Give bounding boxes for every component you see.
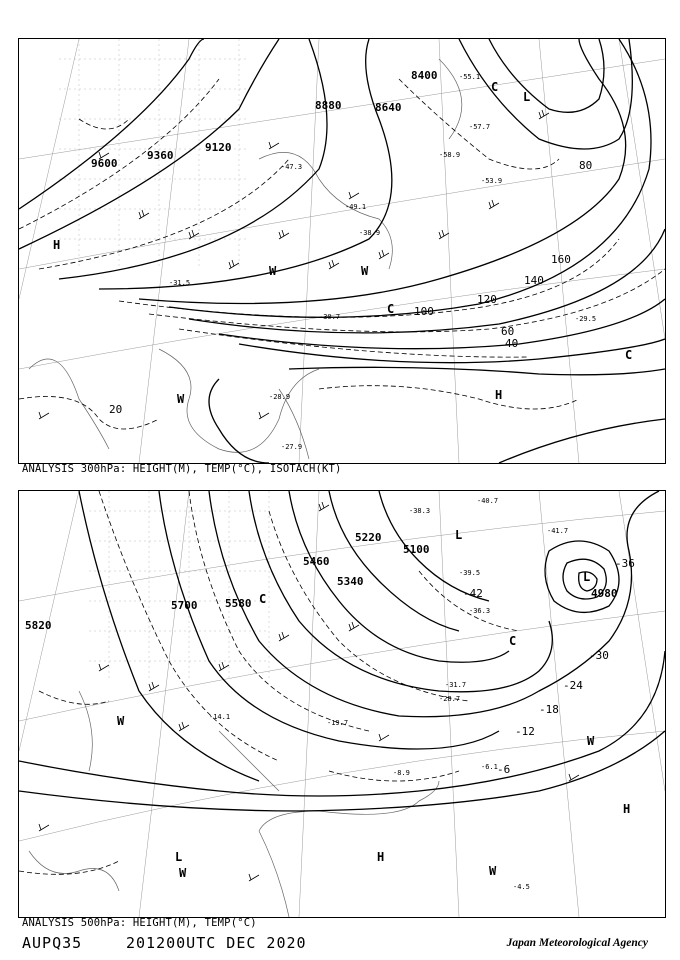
- height-label-8880: 8880: [315, 99, 342, 112]
- height-label-5820: 5820: [25, 619, 52, 632]
- valid-time: 201200UTC DEC 2020: [126, 934, 307, 952]
- caption-300hpa: ANALYSIS 300hPa: HEIGHT(M), TEMP(°C), ISOTACH(KT): [22, 463, 342, 475]
- height-label-5340: 5340: [337, 575, 364, 588]
- temp-observation: -58.9: [439, 151, 461, 159]
- isotach-label-160: 160: [551, 253, 571, 266]
- temp-observation: -14.1: [209, 713, 231, 721]
- height-label-5460: 5460: [303, 555, 330, 568]
- center-cold: C: [491, 80, 499, 94]
- center-warm: W: [117, 714, 125, 728]
- isotach-label-20: 20: [109, 403, 123, 416]
- height-label-5100: 5100: [403, 543, 430, 556]
- temp-observation: -28.7: [439, 695, 461, 703]
- center-cold: C: [509, 634, 517, 648]
- center-warm: W: [361, 264, 369, 278]
- chart-300hpa-map: [19, 39, 665, 463]
- isotach-label-140: 140: [524, 274, 544, 287]
- isotherm-label--6: -6: [497, 763, 511, 776]
- chart-300hpa-panel: [18, 38, 666, 464]
- center-cold: C: [387, 302, 395, 316]
- temp-observation: -27.9: [281, 443, 303, 451]
- isotherm-label--12: -12: [515, 725, 535, 738]
- temp-observation: -57.7: [469, 123, 491, 131]
- center-high: H: [495, 388, 503, 402]
- center-warm: W: [587, 734, 595, 748]
- height-label-8640: 8640: [375, 101, 402, 114]
- stipple-region: [89, 491, 269, 681]
- isotach-label-80: 80: [579, 159, 593, 172]
- product-id: AUPQ35: [22, 934, 83, 952]
- isotherm-label--18: -18: [539, 703, 559, 716]
- coastlines: [29, 691, 439, 917]
- center-high: H: [623, 802, 631, 816]
- center-warm: W: [489, 864, 497, 878]
- center-high: H: [377, 850, 385, 864]
- isotach-label-60: 60: [501, 325, 515, 338]
- temp-observation: -47.3: [281, 163, 303, 171]
- temp-observation: -38.3: [409, 507, 431, 515]
- center-high: H: [53, 238, 61, 252]
- center-warm: W: [179, 866, 187, 880]
- isotherm-label--36: -36: [615, 557, 635, 570]
- temp-observation: -31.5: [169, 279, 191, 287]
- temp-observation: -38.9: [359, 229, 381, 237]
- graticule: [19, 491, 665, 917]
- temp-observation: -8.9: [393, 769, 410, 777]
- center-low: L: [455, 528, 463, 542]
- center-low: L: [175, 850, 183, 864]
- isotach-label-40: 40: [505, 337, 519, 350]
- center-cold: C: [259, 592, 267, 606]
- temp-observation: -6.1: [481, 763, 498, 771]
- isotherm-label--24: -24: [563, 679, 583, 692]
- temp-observation: -31.7: [445, 681, 467, 689]
- temp-observation: -49.1: [345, 203, 367, 211]
- chart-500hpa-map: [19, 491, 665, 917]
- center-cold: C: [625, 348, 633, 362]
- temp-observation: -39.5: [459, 569, 481, 577]
- chart-500hpa-panel: [18, 490, 666, 918]
- temp-observation: -55.1: [459, 73, 481, 81]
- temp-observation: -28.9: [269, 393, 291, 401]
- height-label-9360: 9360: [147, 149, 174, 162]
- height-label-5580: 5580: [225, 597, 252, 610]
- center-warm: W: [177, 392, 185, 406]
- center-low: L: [583, 570, 591, 584]
- isotherm-label--42: -42: [463, 587, 483, 600]
- center-low: L: [523, 90, 531, 104]
- height-label-9120: 9120: [205, 141, 232, 154]
- temp-observation: -19.7: [327, 719, 349, 727]
- caption-500hpa: ANALYSIS 500hPa: HEIGHT(M), TEMP(°C): [22, 917, 257, 929]
- temp-observation: -36.3: [469, 607, 491, 615]
- height-label-8400: 8400: [411, 69, 438, 82]
- center-warm: W: [269, 264, 277, 278]
- temp-observation: -41.7: [547, 527, 569, 535]
- temp-observation: -40.7: [477, 497, 499, 505]
- temp-observation: -29.5: [575, 315, 597, 323]
- isotach-label-100: 100: [414, 305, 434, 318]
- temp-observation: -30.7: [319, 313, 341, 321]
- temp-observation: -4.5: [513, 883, 530, 891]
- isotherm-contours: [19, 491, 519, 874]
- height-label-5220: 5220: [355, 531, 382, 544]
- temp-observation: -53.9: [481, 177, 503, 185]
- height-label-9600: 9600: [91, 157, 118, 170]
- agency-name: Japan Meteorological Agency: [506, 937, 648, 949]
- height-label-5700: 5700: [171, 599, 198, 612]
- isotach-label-120: 120: [477, 293, 497, 306]
- isotherm-label--30: -30: [589, 649, 609, 662]
- height-label-4980: 4980: [591, 587, 618, 600]
